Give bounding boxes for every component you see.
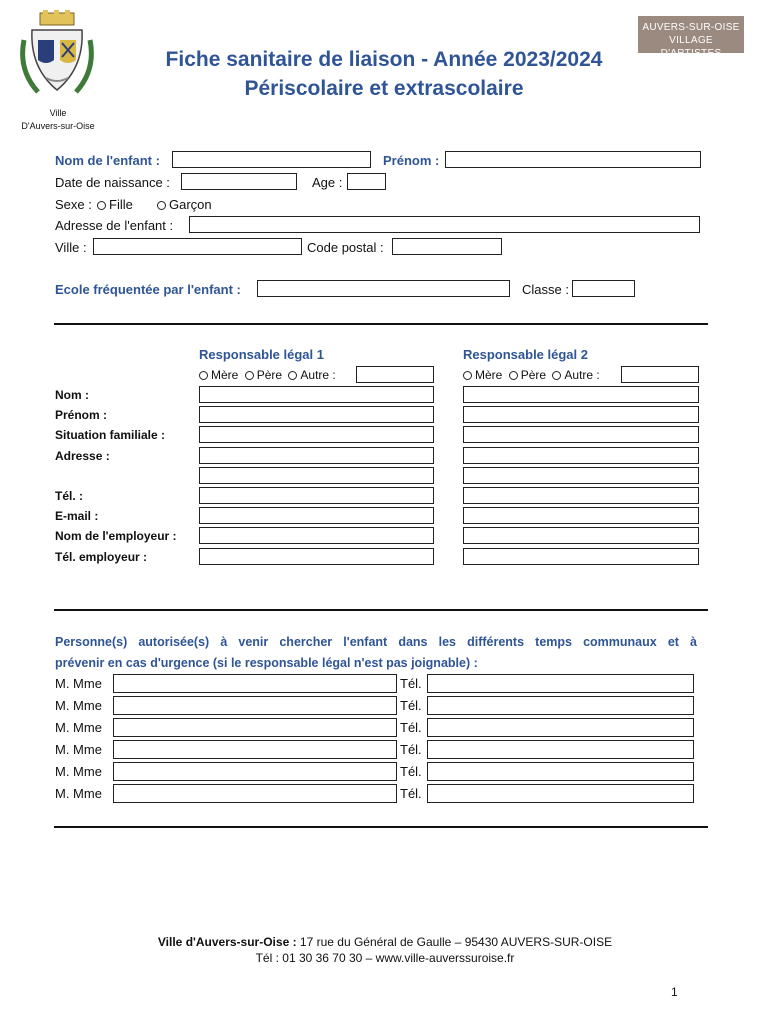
brand-line1: AUVERS-SUR-OISE — [642, 22, 740, 33]
guardian2-field[interactable] — [463, 426, 699, 443]
divider-2 — [54, 609, 708, 611]
guardian1-field[interactable] — [199, 467, 434, 484]
guardian-row-label: Tél. employeur : — [55, 549, 148, 564]
child-firstname-field[interactable] — [445, 151, 701, 168]
pere-radio-icon[interactable] — [245, 371, 254, 380]
guardian1-field[interactable] — [199, 386, 434, 403]
authorized-tel-label: Tél. — [400, 698, 422, 713]
authorized-tel-field[interactable] — [427, 762, 694, 781]
guardian1-title: Responsable légal 1 — [199, 347, 324, 362]
autre-radio-icon[interactable] — [552, 371, 561, 380]
postal-code-field[interactable] — [392, 238, 502, 255]
school-field[interactable] — [257, 280, 510, 297]
authorized-tel-field[interactable] — [427, 718, 694, 737]
guardian1-field[interactable] — [199, 507, 434, 524]
guardian-row-label: Tél. : — [55, 489, 84, 503]
guardian-row-label: Prénom : — [55, 408, 108, 423]
age-label: Age : — [312, 175, 343, 190]
page-title: Fiche sanitaire de liaison - Année 2023/2024 — [165, 48, 603, 71]
city-label: Ville : — [55, 240, 87, 255]
guardian2-field[interactable] — [463, 467, 699, 484]
child-firstname-label: Prénom : — [383, 153, 440, 168]
crest-caption-line2: D'Auvers-sur-Oise — [21, 121, 95, 131]
guardian2-other-field[interactable] — [621, 366, 699, 383]
divider-1 — [54, 323, 708, 325]
guardian1-other-field[interactable] — [356, 366, 434, 383]
child-name-label: Nom de l'enfant : — [55, 153, 160, 168]
guardian2-field[interactable] — [463, 386, 699, 403]
guardian1-field[interactable] — [199, 406, 434, 423]
sex-option-garcon[interactable] — [157, 196, 212, 213]
fille-label: Fille — [109, 197, 133, 212]
authorized-person-label: M. Mme — [55, 764, 102, 779]
guardian2-field[interactable] — [463, 406, 699, 423]
pere-label: Père — [256, 368, 283, 382]
sex-label: Sexe : — [55, 197, 92, 212]
authorized-person-field[interactable] — [113, 740, 397, 759]
authorized-tel-label: Tél. — [400, 676, 422, 691]
authorized-person-label: M. Mme — [55, 786, 102, 801]
authorized-person-field[interactable] — [113, 674, 397, 693]
pere-label: Père — [520, 368, 547, 382]
authorized-tel-label: Tél. — [400, 742, 422, 757]
guardian2-field[interactable] — [463, 447, 699, 464]
authorized-person-field[interactable] — [113, 784, 397, 803]
fille-radio-icon[interactable] — [97, 201, 106, 210]
guardian2-field[interactable] — [463, 548, 699, 565]
pere-radio-icon[interactable] — [509, 371, 518, 380]
authorized-intro-line1: Personne(s) autorisée(s) à venir chercher l'enfant dans les différents temps communaux et à — [55, 635, 697, 649]
school-label: Ecole fréquentée par l'enfant : — [55, 282, 241, 297]
autre-label: Autre : — [300, 368, 336, 382]
class-field[interactable] — [572, 280, 635, 297]
guardian1-field[interactable] — [199, 487, 434, 504]
divider-3 — [54, 826, 708, 828]
guardian1-relation — [199, 367, 336, 384]
guardian2-field[interactable] — [463, 507, 699, 524]
guardian-row-label: Adresse : — [55, 448, 110, 463]
guardian1-field[interactable] — [199, 447, 434, 464]
autre-label: Autre : — [564, 368, 600, 382]
guardian-row-label: Nom de l'employeur : — [55, 529, 177, 544]
postal-code-label: Code postal : — [307, 240, 384, 255]
child-address-label: Adresse de l'enfant : — [55, 218, 174, 233]
authorized-person-field[interactable] — [113, 696, 397, 715]
guardian2-field[interactable] — [463, 487, 699, 504]
guardian-row-label: Nom : — [55, 388, 89, 402]
authorized-person-field[interactable] — [113, 718, 397, 737]
guardian-row-label: Situation familiale : — [55, 428, 166, 443]
guardian2-field[interactable] — [463, 527, 699, 544]
authorized-tel-label: Tél. — [400, 764, 422, 779]
guardian2-relation — [463, 367, 600, 384]
autre-radio-icon[interactable] — [288, 371, 297, 380]
authorized-tel-field[interactable] — [427, 674, 694, 693]
child-address-field[interactable] — [189, 216, 700, 233]
guardian2-title: Responsable légal 2 — [463, 347, 588, 362]
page-subtitle: Périscolaire et extrascolaire — [244, 77, 524, 100]
city-field[interactable] — [93, 238, 302, 255]
authorized-tel-label: Tél. — [400, 786, 422, 801]
authorized-person-label: M. Mme — [55, 676, 102, 691]
city-crest-logo — [18, 10, 96, 105]
footer-address-line — [0, 935, 770, 949]
crest-caption-line1: Ville — [49, 108, 67, 118]
class-label: Classe : — [522, 282, 569, 297]
authorized-person-field[interactable] — [113, 762, 397, 781]
authorized-person-label: M. Mme — [55, 698, 102, 713]
mere-radio-icon[interactable] — [463, 371, 472, 380]
brand-logo — [638, 16, 744, 59]
guardian1-field[interactable] — [199, 426, 434, 443]
guardian1-field[interactable] — [199, 548, 434, 565]
child-name-field[interactable] — [172, 151, 371, 168]
garcon-label: Garçon — [169, 197, 212, 212]
birthdate-field[interactable] — [181, 173, 297, 190]
garcon-radio-icon[interactable] — [157, 201, 166, 210]
brand-line2: VILLAGE D'ARTISTES — [660, 35, 722, 59]
mere-label: Mère — [211, 368, 239, 382]
guardian1-field[interactable] — [199, 527, 434, 544]
authorized-person-label: M. Mme — [55, 720, 102, 735]
footer-contact: Tél : 01 30 36 70 30 – www.ville-auverssuroise.fr — [255, 951, 515, 965]
birthdate-label: Date de naissance : — [55, 175, 170, 190]
authorized-tel-field[interactable] — [427, 696, 694, 715]
authorized-person-label: M. Mme — [55, 742, 102, 757]
mere-radio-icon[interactable] — [199, 371, 208, 380]
age-field[interactable] — [347, 173, 386, 190]
authorized-tel-label: Tél. — [400, 720, 422, 735]
mere-label: Mère — [475, 368, 503, 382]
authorized-tel-field[interactable] — [427, 740, 694, 759]
guardian-row-label: E-mail : — [55, 509, 99, 524]
footer-address: 17 rue du Général de Gaulle – 95430 AUVERS-SUR-OISE — [296, 935, 613, 949]
page-number: 1 — [671, 985, 678, 999]
authorized-intro-line2: prévenir en cas d'urgence (si le responsable légal n'est pas joignable) : — [55, 656, 478, 670]
footer-city: Ville d'Auvers-sur-Oise : — [157, 935, 297, 949]
authorized-tel-field[interactable] — [427, 784, 694, 803]
sex-option-fille[interactable] — [97, 196, 133, 213]
